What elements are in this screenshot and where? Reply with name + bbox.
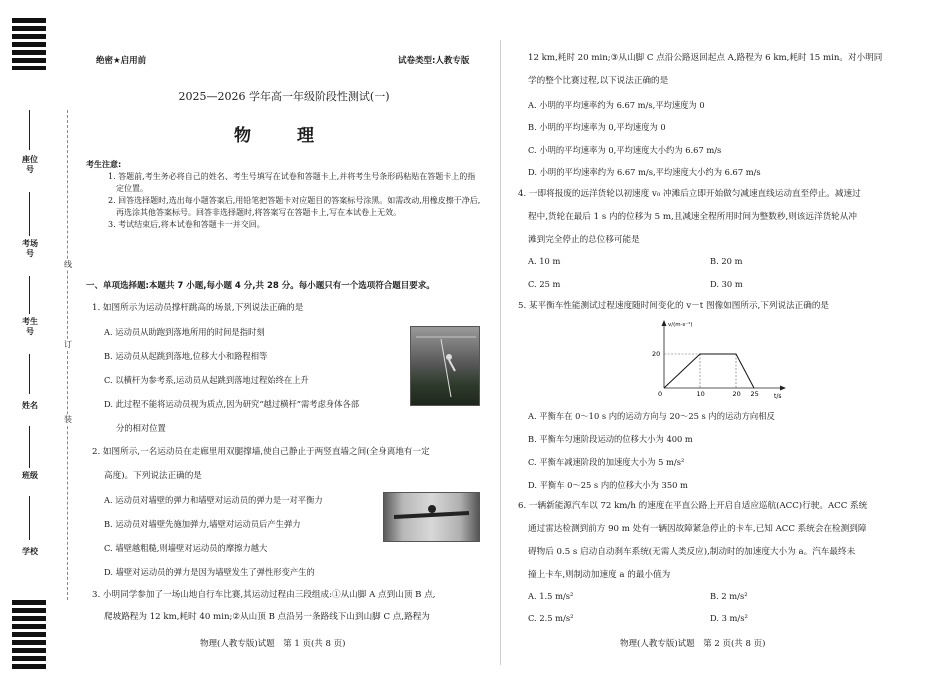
q6-line-1: 6. 一辆新能源汽车以 72 km/h 的速度在平直公路上开启自适应巡航(ACC)行驶。ACC 系统 (518, 501, 868, 511)
q2-stem-cont: 高度)。下列说法正确的是 (104, 471, 202, 481)
school-label: 学校 (22, 546, 38, 556)
notice-item-1: 1. 答题前,考生务必将自己的姓名、考生号填写在试卷和答题卡上,并将考生号条形码粘贴在答题卡上的指定位置。 (108, 172, 476, 193)
seat-label: 座位号 (22, 154, 38, 174)
notice-item-2: 2. 回答选择题时,选出每小题答案后,用铅笔把答题卡对应题目的答案标号涂黑。如需改动,用橡皮擦干净后,再选涂其他答案标号。回答非选择题时,将答案写在答题卡上,写在本试卷上无效。 (108, 196, 481, 217)
q5-stem: 5. 某平衡车性能测试过程速度随时间变化的 v－t 图像如图所示,下列说法正确的是 (518, 301, 830, 311)
q4-line-1: 4. 一即将报废的远洋货轮以初速度 v₀ 冲滩后立即开始做匀减速直线运动直至停止。减速过 (518, 189, 861, 199)
q6-option-d: D. 3 m/s² (710, 613, 748, 623)
room-label: 考场号 (22, 238, 38, 258)
q3-line-1: 3. 小明同学参加了一场山地自行车比赛,其运动过程由三段组成:①从山脚 A 点到山顶 B 点, (92, 590, 436, 600)
binding-mark-zhuang: 装 (60, 415, 76, 425)
q3-option-c: C. 小明的平均速率为 0,平均速度大小约为 6.67 m/s (528, 145, 722, 155)
vt-curve (664, 354, 754, 388)
x-tick-20: 20 (732, 390, 741, 398)
q3-line-4: 学的整个比赛过程,以下说法正确的是 (528, 76, 669, 86)
wall-support-photo (383, 492, 480, 542)
q5-option-a: A. 平衡车在 0～10 s 内的运动方向与 20～25 s 内的运动方向相反 (528, 411, 775, 421)
page-divider (500, 40, 501, 665)
binding-mark-ding: 订 (60, 340, 76, 350)
name-label: 姓名 (22, 400, 38, 410)
q6-option-c: C. 2.5 m/s² (528, 613, 574, 623)
q2-option-b: B. 运动员对墙壁先施加弹力,墙壁对运动员后产生弹力 (104, 519, 301, 529)
x-tick-10: 10 (696, 390, 705, 398)
q6-line-3: 碍物后 0.5 s 启动自动刹车系统(无需人类反应),制动时的加速度大小为 a。汽车最终未 (528, 547, 856, 557)
paper-type: 试卷类型:人教专版 (398, 56, 470, 66)
q2-option-a: A. 运动员对墙壁的弹力和墙壁对运动员的弹力是一对平衡力 (104, 495, 323, 505)
binding-mark-line: 线 (60, 260, 76, 270)
class-label: 班级 (22, 470, 38, 480)
q6-line-2: 通过雷达检测到前方 90 m 处有一辆因故障紧急停止的卡车,已知 ACC 系统会在检测到障 (528, 524, 867, 534)
q5-option-d: D. 平衡车 0～25 s 内的位移大小为 350 m (528, 480, 688, 490)
exam-no-label: 考生号 (22, 316, 38, 336)
q1-option-c: C. 以横杆为参考系,运动员从起跳到落地过程始终在上升 (104, 375, 309, 385)
origin-label: 0 (658, 390, 663, 398)
q3-option-d: D. 小明的平均速率约为 6.67 m/s,平均速度大小约为 6.67 m/s (528, 167, 761, 177)
q1-option-a: A. 运动员从助跑到落地所用的时间是指时刻 (104, 327, 265, 337)
q2-option-d: D. 墙壁对运动员的弹力是因为墙壁发生了弹性形变产生的 (104, 567, 315, 577)
q1-stem: 1. 如图所示为运动员撑杆跳高的场景,下列说法正确的是 (92, 303, 304, 313)
notice-item-3: 3. 考试结束后,将本试卷和答题卡一并交回。 (108, 220, 265, 229)
q2-option-c: C. 墙壁越粗糙,则墙壁对运动员的摩擦力越大 (104, 543, 268, 553)
y-axis-arrow (662, 320, 667, 326)
q4-line-2: 程中,货轮在最后 1 s 内的位移为 5 m,且减速全程所用时间为整数秒,则该远洋货轮从冲 (528, 212, 857, 222)
q4-option-b: B. 20 m (710, 256, 743, 266)
footer-right: 物理(人教专版)试题 第 2 页(共 8 页) (620, 639, 766, 649)
q4-option-a: A. 10 m (528, 256, 561, 266)
binding-margin (20, 110, 80, 600)
notice-title: 考生注意: (86, 160, 122, 169)
y-tick-label: 20 (652, 350, 661, 358)
x-tick-25: 25 (750, 390, 759, 398)
exam-title: 2025—2026 学年高一年级阶段性测试(一) (178, 90, 390, 103)
q1-option-d-cont: 分的相对位置 (116, 423, 166, 433)
q3-option-b: B. 小明的平均速率为 0,平均速度为 0 (528, 122, 666, 132)
candidate-notice (86, 159, 482, 231)
q6-option-b: B. 2 m/s² (710, 591, 748, 601)
subject-title: 物 理 (234, 126, 334, 146)
pole-vault-photo (410, 326, 480, 406)
q1-option-b: B. 运动员从起跳到落地,位移大小和路程相等 (104, 351, 268, 361)
footer-left: 物理(人教专版)试题 第 1 页(共 8 页) (200, 639, 346, 649)
q6-option-a: A. 1.5 m/s² (528, 591, 574, 601)
binding-stripes-top (12, 18, 46, 70)
q5-option-c: C. 平衡车减速阶段的加速度大小为 5 m/s² (528, 457, 685, 467)
q4-line-3: 滩到完全停止的总位移可能是 (528, 235, 640, 245)
y-axis-label: v/(m·s⁻¹) (668, 322, 693, 328)
vt-graph (650, 318, 790, 404)
q5-option-b: B. 平衡车匀速阶段运动的位移大小为 400 m (528, 434, 693, 444)
q3-option-a: A. 小明的平均速率约为 6.67 m/s,平均速度为 0 (528, 100, 705, 110)
q1-option-d: D. 此过程不能将运动员视为质点,因为研究“越过横杆”需考虑身体各部 (104, 399, 360, 409)
q4-option-c: C. 25 m (528, 279, 561, 289)
secret-label: 绝密★启用前 (96, 56, 147, 66)
x-axis-label: t/s (774, 393, 782, 400)
q6-line-4: 撞上卡车,则制动加速度 a 的最小值为 (528, 570, 671, 580)
q4-option-d: D. 30 m (710, 279, 743, 289)
binding-stripes-bottom (12, 600, 46, 672)
q3-line-3: 12 km,耗时 20 min;③从山脚 C 点沿公路返回起点 A,路程为 6 km,耗时 15 min。对小明同 (528, 53, 883, 63)
q3-line-2: 爬坡路程为 12 km,耗时 40 min;②从山顶 B 点沿另一条路线下山到山脚 C 点,路程为 (104, 612, 430, 622)
section-1-title: 一、单项选择题:本题共 7 小题,每小题 4 分,共 28 分。每小题只有一个选项符合题目要求。 (86, 281, 435, 291)
x-axis-arrow (780, 386, 786, 391)
q2-stem: 2. 如图所示,一名运动员在走廊里用双腿撑墙,使自己静止于两竖直墙之间(全身离地有一定 (92, 447, 430, 457)
